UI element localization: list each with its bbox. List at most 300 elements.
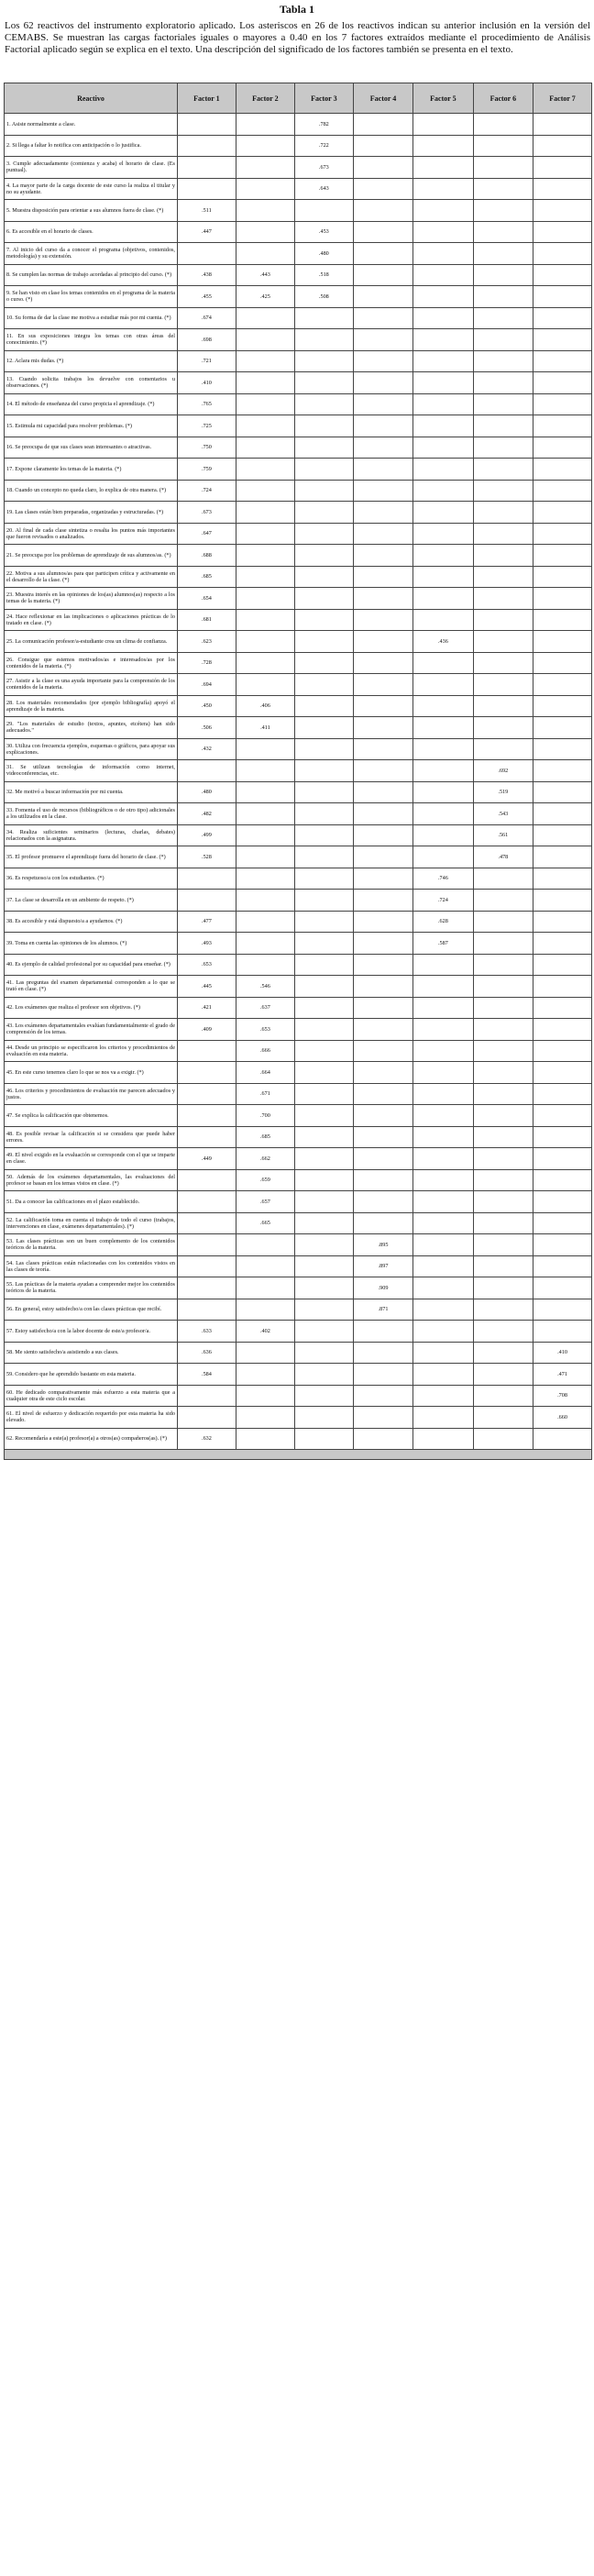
factor-6-loading: .519 [473,781,533,803]
factor-1-loading: .633 [177,1321,236,1343]
table-row [5,781,592,803]
reactivo-text: 19. Las clases están bien preparadas, organizadas y estructuradas. (*) [5,502,178,524]
factor-1-loading: .674 [177,307,236,329]
table-row [5,200,592,222]
factor-4-loading [353,393,412,415]
factor-7-loading [534,1126,592,1148]
factor-1-loading: .421 [177,997,236,1019]
factor-5-loading [413,545,473,567]
reactivo-text: 47. Se explica la calificación que obtenemos. [5,1105,178,1127]
reactivo-text: 51. Da a conocer las calificaciones en el plazo establecido. [5,1191,178,1213]
factor-4-loading [353,221,412,243]
factor-3-loading [294,1083,353,1105]
factor-7-loading [534,135,592,157]
table-row [5,393,592,415]
factor-2-loading [236,890,294,912]
factor-6-loading [473,545,533,567]
factor-1-loading [177,1040,236,1062]
factor-2-loading [236,652,294,674]
factor-7-loading [534,329,592,351]
factor-6-loading [473,1428,533,1450]
factor-7-loading [534,824,592,846]
factor-7-loading [534,178,592,200]
factor-5-loading [413,717,473,739]
factor-3-loading [294,695,353,717]
factor-6-loading [473,1407,533,1429]
factor-5-loading [413,1364,473,1386]
factor-1-loading: .528 [177,846,236,868]
factor-7-loading [534,307,592,329]
factor-1-loading: .681 [177,609,236,631]
table-row [5,1019,592,1041]
factor-3-loading [294,502,353,524]
factor-6-loading [473,480,533,502]
factor-2-loading [236,545,294,567]
factor-6-loading: .543 [473,803,533,825]
reactivo-text: 38. Es accesible y está dispuesto/a a ayudarnos. (*) [5,911,178,933]
factor-1-loading [177,114,236,136]
factor-3-loading [294,824,353,846]
factor-5-loading [413,824,473,846]
reactivo-text: 32. Me motivó a buscar información por mi cuenta. [5,781,178,803]
factor-5-loading [413,1234,473,1256]
factor-1-loading: .450 [177,695,236,717]
table-row [5,545,592,567]
factor-1-loading [177,1385,236,1407]
factor-2-loading: .657 [236,1191,294,1213]
factor-7-loading [534,911,592,933]
table-row [5,566,592,588]
table-row [5,1191,592,1213]
factor-5-loading [413,609,473,631]
header-factor-6: Factor 6 [473,83,533,114]
factor-7-loading [534,243,592,265]
factor-6-loading: .478 [473,846,533,868]
factor-2-loading: .653 [236,1019,294,1041]
factor-3-loading [294,523,353,545]
factor-5-loading [413,200,473,222]
factor-3-loading [294,566,353,588]
factor-4-loading [353,1169,412,1191]
factor-4-loading [353,609,412,631]
factor-5-loading [413,1277,473,1299]
factor-6-loading [473,1342,533,1364]
factor-3-loading [294,1407,353,1429]
reactivo-text: 42. Los exámenes que realiza el profesor son objetivos. (*) [5,997,178,1019]
factor-1-loading [177,1255,236,1277]
factor-2-loading [236,393,294,415]
factor-2-loading [236,135,294,157]
table-row [5,997,592,1019]
factor-7-loading [534,1321,592,1343]
reactivo-text: 18. Cuando un concepto no queda claro, lo explica de otra manera. (*) [5,480,178,502]
factor-5-loading [413,1255,473,1277]
factor-2-loading [236,954,294,976]
factor-7-loading [534,868,592,890]
reactivo-text: 17. Expone claramente los temas de la materia. (*) [5,459,178,481]
page [0,2,594,1443]
factor-3-loading [294,415,353,437]
reactivo-text: 7. Al inicio del curso da a conocer el programa (objetivos, contenidos, metodología) y su extensión. [5,243,178,265]
reactivo-text: 54. Las clases prácticas están relacionadas con los contenidos vistos en las clases de teoría. [5,1255,178,1277]
table-row [5,1126,592,1148]
table-row [5,954,592,976]
reactivo-text: 11. En sus exposiciones integra los temas con otras áreas del conocimiento. (*) [5,329,178,351]
factor-7-loading [534,372,592,394]
reactivo-text: 39. Toma en cuenta las opiniones de los alumnos. (*) [5,933,178,955]
factor-5-loading [413,114,473,136]
reactivo-text: 46. Los criterios y procedimientos de evaluación me parecen adecuados y justos. [5,1083,178,1105]
reactivo-text: 33. Fomenta el uso de recursos (bibliográficos o de otro tipo) adicionales a los utilizados en la clase. [5,803,178,825]
factor-3-loading [294,1428,353,1450]
factor-1-loading: .584 [177,1364,236,1386]
factor-6-loading [473,1321,533,1343]
table-row [5,1040,592,1062]
factor-5-loading [413,652,473,674]
factor-4-loading [353,329,412,351]
table-row [5,523,592,545]
factor-5-loading [413,264,473,286]
factor-6-loading [473,1169,533,1191]
table-row [5,1148,592,1170]
factor-7-loading [534,1212,592,1234]
factor-4-loading [353,1364,412,1386]
factor-4-loading [353,695,412,717]
factor-6-loading [473,911,533,933]
factor-2-loading: .662 [236,1148,294,1170]
factor-6-loading [473,307,533,329]
factor-6-loading [473,1299,533,1321]
factor-5-loading [413,1212,473,1234]
factor-3-loading [294,459,353,481]
table-row [5,1083,592,1105]
factor-5-loading: .724 [413,890,473,912]
factor-2-loading [236,1234,294,1256]
factor-4-loading [353,976,412,998]
factor-1-loading: .698 [177,329,236,351]
factor-4-loading [353,502,412,524]
factor-3-loading [294,1212,353,1234]
factor-2-loading: .666 [236,1040,294,1062]
factor-4-loading [353,1385,412,1407]
reactivo-text: 30. Utiliza con frecuencia ejemplos, esquemas o gráficos, para apoyar sus explicaciones. [5,738,178,760]
factor-1-loading: .632 [177,1428,236,1450]
factor-3-loading [294,200,353,222]
factor-3-loading [294,393,353,415]
table-row [5,1212,592,1234]
factor-5-loading: .628 [413,911,473,933]
factor-6-loading [473,1191,533,1213]
reactivo-text: 58. Me siento satisfecho/a asistiendo a sus clases. [5,1342,178,1364]
factor-1-loading: .455 [177,286,236,308]
factor-2-loading: .411 [236,717,294,739]
factor-6-loading [473,1212,533,1234]
table-row [5,933,592,955]
factor-4-loading [353,200,412,222]
factor-4-loading: .897 [353,1255,412,1277]
header-factor-4: Factor 4 [353,83,412,114]
factor-3-loading [294,1385,353,1407]
factor-6-loading: .692 [473,760,533,782]
factor-3-loading [294,307,353,329]
factor-5-loading [413,1428,473,1450]
factor-1-loading [177,1062,236,1084]
factor-7-loading [534,609,592,631]
factor-4-loading [353,738,412,760]
factor-6-loading [473,652,533,674]
factor-7-loading [534,652,592,674]
reactivo-text: 55. Las prácticas de la materia ayudan a comprender mejor los contenidos teóricos de la materia. [5,1277,178,1299]
table-row [5,868,592,890]
factor-3-loading [294,954,353,976]
table-row [5,1234,592,1256]
factor-1-loading: .477 [177,911,236,933]
factor-1-loading [177,157,236,179]
factor-1-loading [177,1212,236,1234]
factor-1-loading [177,890,236,912]
factor-7-loading [534,1299,592,1321]
factor-1-loading: .410 [177,372,236,394]
factor-4-loading [353,674,412,696]
reactivo-text: 31. Se utilizan tecnologías de información como internet, videoconferencias, etc. [5,760,178,782]
factor-2-loading [236,372,294,394]
table-row [5,1169,592,1191]
factor-5-loading [413,1062,473,1084]
factor-3-loading [294,1255,353,1277]
reactivo-text: 37. La clase se desarrolla en un ambiente de respeto. (*) [5,890,178,912]
factor-3-loading [294,1321,353,1343]
table-body [5,114,592,1450]
factor-4-loading [353,824,412,846]
table-row [5,264,592,286]
factor-6-loading [473,1277,533,1299]
table-row [5,243,592,265]
table-row [5,114,592,136]
reactivo-text: 44. Desde un principio se especificaron los criterios y procedimientos de evaluación en esta materia. [5,1040,178,1062]
factor-4-loading [353,911,412,933]
reactivo-text: 41. Las preguntas del examen departamental corresponden a lo que se trató en clase. (*) [5,976,178,998]
factor-7-loading [534,286,592,308]
table-row [5,437,592,459]
factor-6-loading [473,1019,533,1041]
factor-6-loading [473,372,533,394]
factor-4-loading [353,997,412,1019]
factor-4-loading: .871 [353,1299,412,1321]
factor-4-loading [353,523,412,545]
factor-5-loading [413,502,473,524]
factor-2-loading [236,1255,294,1277]
table-row [5,846,592,868]
table-row [5,286,592,308]
factor-1-loading: .759 [177,459,236,481]
factor-6-loading [473,954,533,976]
factor-7-loading [534,1255,592,1277]
factor-5-loading [413,415,473,437]
factor-4-loading [353,1191,412,1213]
factor-6-loading [473,221,533,243]
factor-5-loading [413,781,473,803]
factor-4-loading [353,307,412,329]
factor-5-loading: .746 [413,868,473,890]
factor-2-loading [236,307,294,329]
table-row [5,1364,592,1386]
table-row [5,631,592,653]
factor-3-loading: .508 [294,286,353,308]
table-row [5,911,592,933]
factor-3-loading [294,997,353,1019]
factor-5-loading [413,221,473,243]
factor-3-loading [294,868,353,890]
factor-1-loading [177,1277,236,1299]
reactivo-text: 22. Motiva a sus alumnos/as para que participen crítica y activamente en el desarrollo de la clase. (*) [5,566,178,588]
reactivo-text: 13. Cuando solicita trabajos los devuelve con comentarios u observaciones. (*) [5,372,178,394]
factor-6-loading [473,415,533,437]
factor-2-loading [236,609,294,631]
factor-7-loading: .410 [534,1342,592,1364]
factor-5-loading [413,1083,473,1105]
factor-1-loading [177,868,236,890]
factor-loadings-table [4,83,592,1460]
factor-6-loading [473,1148,533,1170]
factor-6-loading [473,286,533,308]
factor-6-loading [473,1040,533,1062]
table-row [5,350,592,372]
table-row [5,178,592,200]
factor-5-loading [413,135,473,157]
factor-5-loading [413,1105,473,1127]
table-row [5,307,592,329]
table-row [5,135,592,157]
reactivo-text: 20. Al final de cada clase sintetiza o resalta los puntos más importantes que fueron revisados o analizados. [5,523,178,545]
factor-4-loading [353,459,412,481]
factor-5-loading [413,523,473,545]
factor-2-loading [236,1364,294,1386]
reactivo-text: 27. Asistir a la clase es una ayuda importante para la comprensión de los contenidos de la materia. [5,674,178,696]
factor-3-loading [294,803,353,825]
table-row [5,1407,592,1429]
table-row [5,1299,592,1321]
reactivo-text: 62. Recomendaría a este(a) profesor(a) a otros(as) compañeros(as). (*) [5,1428,178,1450]
factor-1-loading [177,1126,236,1148]
factor-4-loading [353,846,412,868]
factor-3-loading [294,437,353,459]
table-row [5,976,592,998]
table-row [5,890,592,912]
factor-7-loading [534,480,592,502]
factor-6-loading [473,437,533,459]
reactivo-text: 60. He dedicado comparativamente más esfuerzo a esta materia que a cualquier otra de este ciclo escolar. [5,1385,178,1407]
factor-7-loading [534,1169,592,1191]
factor-1-loading: .750 [177,437,236,459]
factor-6-loading [473,868,533,890]
factor-3-loading [294,1019,353,1041]
reactivo-text: 34. Realiza suficientes seminarios (lecturas, charlas, debates) relacionados con la asignatura. [5,824,178,846]
factor-6-loading [473,114,533,136]
factor-1-loading: .647 [177,523,236,545]
factor-2-loading [236,329,294,351]
factor-4-loading [353,1148,412,1170]
factor-5-loading [413,695,473,717]
factor-2-loading: .665 [236,1212,294,1234]
table-row [5,1321,592,1343]
reactivo-text: 45. En este curso tenemos claro lo que se nos va a exigir. (*) [5,1062,178,1084]
factor-5-loading [413,437,473,459]
factor-3-loading [294,717,353,739]
factor-7-loading [534,545,592,567]
factor-4-loading [353,933,412,955]
factor-1-loading: .480 [177,781,236,803]
table-row [5,480,592,502]
factor-3-loading [294,350,353,372]
reactivo-text: 10. Su forma de dar la clase me motiva a estudiar más por mi cuenta. (*) [5,307,178,329]
reactivo-text: 48. Es posible revisar la calificación si se considera que puede haber errores. [5,1126,178,1148]
reactivo-text: 26. Consigue que estemos motivados/as e interesados/as por los contenidos de la materia. (*) [5,652,178,674]
factor-1-loading [177,1083,236,1105]
header-factor-3: Factor 3 [294,83,353,114]
factor-3-loading [294,911,353,933]
factor-1-loading [177,1105,236,1127]
factor-1-loading: .493 [177,933,236,955]
factor-2-loading [236,803,294,825]
factor-7-loading [534,695,592,717]
factor-5-loading [413,738,473,760]
factor-4-loading [353,1126,412,1148]
factor-3-loading [294,631,353,653]
factor-5-loading [413,459,473,481]
table-row [5,695,592,717]
table-row [5,824,592,846]
factor-4-loading [353,588,412,610]
factor-2-loading: .406 [236,695,294,717]
reactivo-text: 4. La mayor parte de la carga docente de este curso la realiza el titular y no su ayudante. [5,178,178,200]
factor-4-loading [353,781,412,803]
factor-3-loading [294,588,353,610]
table-row [5,760,592,782]
factor-1-loading [177,178,236,200]
factor-2-loading: .659 [236,1169,294,1191]
reactivo-text: 40. Es ejemplo de calidad profesional por su capacidad para enseñar. (*) [5,954,178,976]
factor-2-loading [236,437,294,459]
factor-7-loading [534,846,592,868]
factor-3-loading [294,933,353,955]
factor-1-loading [177,135,236,157]
factor-2-loading [236,350,294,372]
factor-1-loading: .511 [177,200,236,222]
header-factor-7: Factor 7 [534,83,592,114]
factor-4-loading [353,566,412,588]
factor-3-loading [294,609,353,631]
factor-5-loading [413,243,473,265]
reactivo-text: 36. Es respetuoso/a con los estudiantes. (*) [5,868,178,890]
factor-6-loading [473,1083,533,1105]
table-row [5,415,592,437]
reactivo-text: 56. En general, estoy satisfecho/a con las clases prácticas que recibí. [5,1299,178,1321]
factor-4-loading [353,243,412,265]
factor-5-loading [413,1385,473,1407]
reactivo-text: 14. El método de enseñanza del curso propicia el aprendizaje. (*) [5,393,178,415]
factor-1-loading [177,760,236,782]
factor-1-loading: .653 [177,954,236,976]
factor-5-loading [413,1191,473,1213]
reactivo-text: 1. Asiste normalmente a clase. [5,114,178,136]
factor-7-loading [534,566,592,588]
factor-3-loading [294,1364,353,1386]
factor-3-loading [294,890,353,912]
table-row [5,1428,592,1450]
factor-1-loading: .506 [177,717,236,739]
factor-1-loading [177,1234,236,1256]
header-factor-1: Factor 1 [177,83,236,114]
